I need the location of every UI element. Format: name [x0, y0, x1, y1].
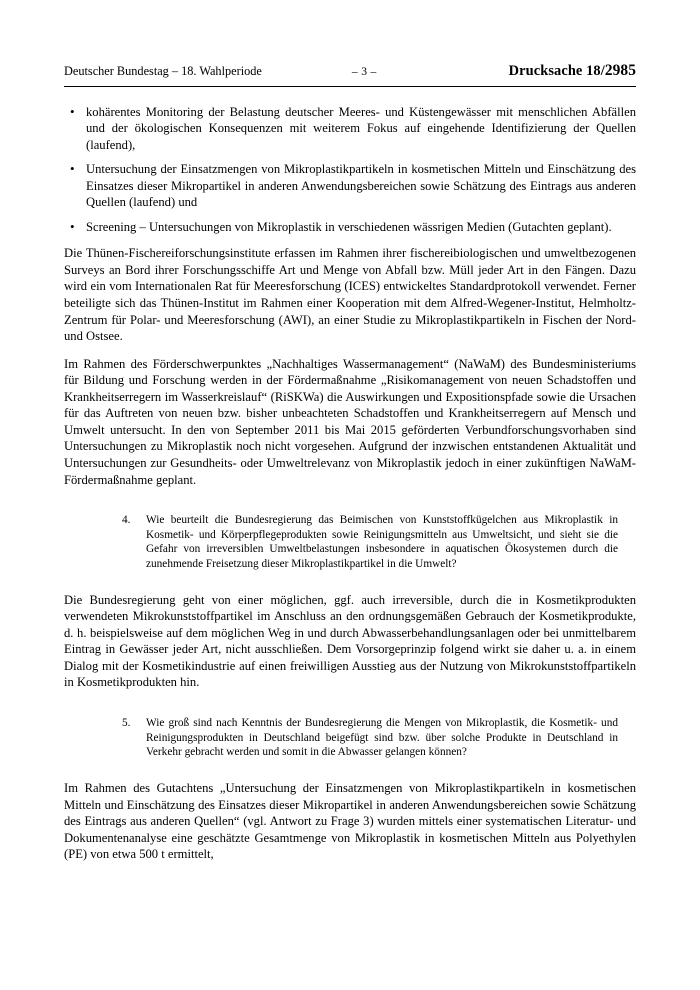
document-reference — [509, 62, 636, 80]
section-spacer — [64, 499, 636, 513]
drucksache-period: 18/ — [586, 63, 605, 79]
question-number: 4. — [122, 514, 131, 527]
paragraph-answer-5: Im Rahmen des Gutachtens „Untersuchung der Einsatzmengen von Mikroplastikpartikeln in kosmetischen Mitteln und Einschätzung des Einsatzes dieser Mikropartikel in anderen Anwendungsbereichen sowie Schätzung des Eintrags aus anderen Quellen“ (vgl. Antwort zu Frage 3) wurden mittels einer systematischen Literatur- und Dokumentenanalyse eine geschätzte Gesamtmenge von Mikroplastik in kosmetischen Mitteln aus Polyethylen (PE) von etwa 500 t ermittelt, — [64, 781, 636, 862]
list-item: • kohärentes Monitoring der Belastung deutscher Meeres- und Küstengewässer mit menschlichen Abfällen und der ökologischen Konsequenzen mit weiterem Fokus auf eingehende Identifizierung der Quellen (laufend), — [64, 104, 636, 153]
question-text: Wie groß sind nach Kenntnis der Bundesregierung die Mengen von Mikroplastik, die Kosmetik- und Reinigungsprodukten in Deutschland beigefügt sind bzw. über solche Produkte in Deutschland in Verkehr gebracht werden und somit in die Abwasser gelangen können? — [146, 717, 618, 759]
paragraph-nawam: Im Rahmen des Förderschwerpunktes „Nachhaltiges Wassermanagement“ (NaWaM) des Bundesministeriums für Bildung und Forschung werden in der Fördermaßnahme „Risikomanagement von neuen Schadstoffen und Krankheitserregern im Wasserkreislauf“ (RiSKWa) die Auswirkungen und Expositionspfade sowie die Ursachen für das Auftreten von neuen bzw. bisher unbeachteten Schadstoffen und Krankheitserregern auf Mensch und Umwelt untersucht. In den von September 2011 bis Mai 2015 geförderten Verbundforschungsvorhaben sind Untersuchungen zu Mikroplastik noch nicht vorgesehen. Aufgrund der inzwischen entstandenen Aktualität und Untersuchungen zur Gesundheits- oder Umweltrelevanz von Mikroplastik jedoch in einer zukünftigen NaWaM-Fördermaßnahme geplant. — [64, 356, 636, 487]
list-item: • Screening – Untersuchungen von Mikroplastik in verschiedenen wässrigen Medien (Gutachten geplant). — [64, 219, 636, 235]
paragraph-thuenen: Die Thünen-Fischereiforschungsinstitute erfassen im Rahmen ihrer fischereibiologischen und umweltbezogenen Surveys an Bord ihrer Forschungsschiffe Art und Menge von Abfall bzw. Müll jeder Art in den Fängen. Dazu wird ein vom Internationalen Rat für Meeresforschung (ICES) entwickeltes Standardprotokoll verwendet. Ferner beteiligte sich das Thünen-Institut im Rahmen einer Kooperation mit dem Alfred-Wegener-Institut, Helmholtz-Zentrum für Polar- und Meeresforschung (AWI), an einer Studie zu Mikroplastikpartikeln in Fischen der Nord- und Ostsee. — [64, 246, 636, 344]
list-item: • Untersuchung der Einsatzmengen von Mikroplastikpartikeln in kosmetischen Mitteln und Einschätzung des Einsatzes dieser Mikropartikel in anderen Anwendungsbereichen sowie Schätzung des Eintrags aus anderen Quellen (laufend) und — [64, 161, 636, 210]
question-block-5 — [64, 716, 636, 760]
drucksache-label: Drucksache — [508, 63, 583, 79]
question-spacer — [64, 584, 636, 592]
paragraph-answer-4: Die Bundesregierung geht von einer möglichen, ggf. auch irreversible, durch die in Kosmetikprodukten verwendeten Mikrokunststoffpartikel im Anschluss an den ordnungsgemäßen Gebrauch der Kosmetikprodukte, d. h. beispielsweise auf dem möglichen Weg in und durch Abwasserbehandlungsanlagen oder bei unmittelbarem Eintrag in Gewässer jeder Art, nicht ausschließen. Dem Vorsorgeprinzip folgend wirkt sie daher u. a. in einem Dialog mit der Kosmetikindustrie auf einen freiwilligen Ausstieg aus der Nutzung von Mikrokunststoffpartikeln in Kosmetikprodukten hin. — [64, 592, 636, 690]
question-block-4 — [64, 513, 636, 572]
bullet-list — [64, 104, 636, 235]
page-header — [64, 62, 636, 87]
header-left-text: Deutscher Bundestag – 18. Wahlperiode — [64, 64, 262, 78]
section-spacer-2 — [64, 702, 636, 716]
question-text: Wie beurteilt die Bundesregierung das Beimischen von Kunststoffkügelchen aus Mikroplastik in Kosmetik- und Körperpflegeprodukten sowie Reinigungsmitteln aus Umweltsicht, und sieht sie die Gefahr von irreversiblen Umweltbelastungen insbesondere in aquatischen Ökosystemen durch die zunehmende Freisetzung dieser Mikroplastikpartikel in die Umwelt? — [146, 514, 618, 571]
drucksache-number: 2985 — [604, 62, 636, 79]
page-number: – 3 – — [351, 65, 377, 78]
question-number: 5. — [122, 717, 131, 730]
question-spacer-2 — [64, 772, 636, 780]
